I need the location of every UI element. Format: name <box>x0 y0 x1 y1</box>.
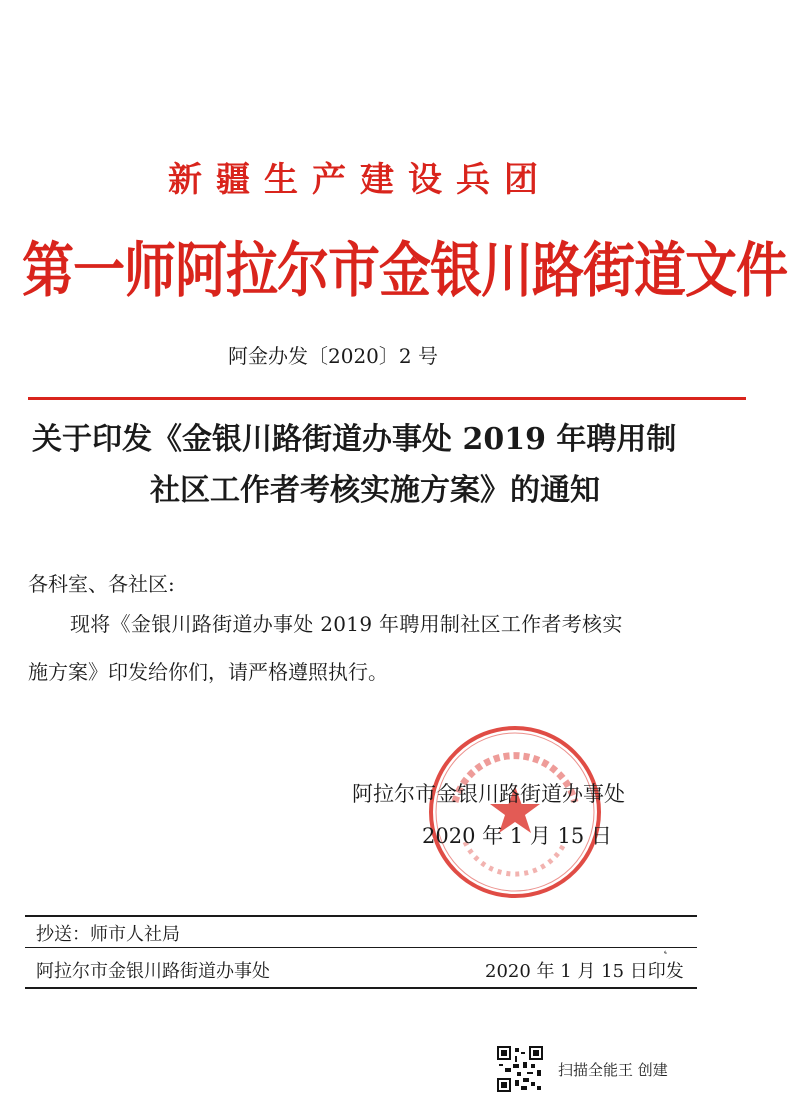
document-title-line2: 社区工作者考核实施方案》的通知 <box>150 473 600 508</box>
footer-rule-top <box>25 915 697 917</box>
body-paragraph-line1: 现将《金银川路街道办事处 2019 年聘用制社区工作者考核实 <box>70 612 623 636</box>
scanner-watermark: 扫描全能王 创建 <box>558 1061 668 1079</box>
signature-organization: 阿拉尔市金银川路街道办事处 <box>352 782 625 806</box>
red-separator-line <box>28 397 746 400</box>
body-paragraph-line2: 施方案》印发给你们，请严格遵照执行。 <box>28 660 388 684</box>
issue-date: 2020 年 1 月 15 日印发 <box>485 961 684 982</box>
document-title-line1: 关于印发《金银川路街道办事处 2019 年聘用制 <box>32 422 677 457</box>
issuer-name: 阿拉尔市金银川路街道办事处 <box>36 961 270 982</box>
footer-rule-middle <box>25 947 697 948</box>
document-number: 阿金办发〔2020〕2 号 <box>228 344 438 368</box>
qr-code-icon <box>497 1046 543 1092</box>
official-seal-icon <box>425 722 605 902</box>
signature-date: 2020 年 1 月 15 日 <box>422 824 612 848</box>
recipient-line: 各科室、各社区: <box>28 572 175 596</box>
cc-line: 抄送：师市人社局 <box>36 924 180 945</box>
issuing-org-line2: 第一师阿拉尔市金银川路街道文件 <box>22 235 788 306</box>
footer-rule-bottom <box>25 987 697 989</box>
issuing-org-line1: 新疆生产建设兵团 <box>168 160 552 200</box>
